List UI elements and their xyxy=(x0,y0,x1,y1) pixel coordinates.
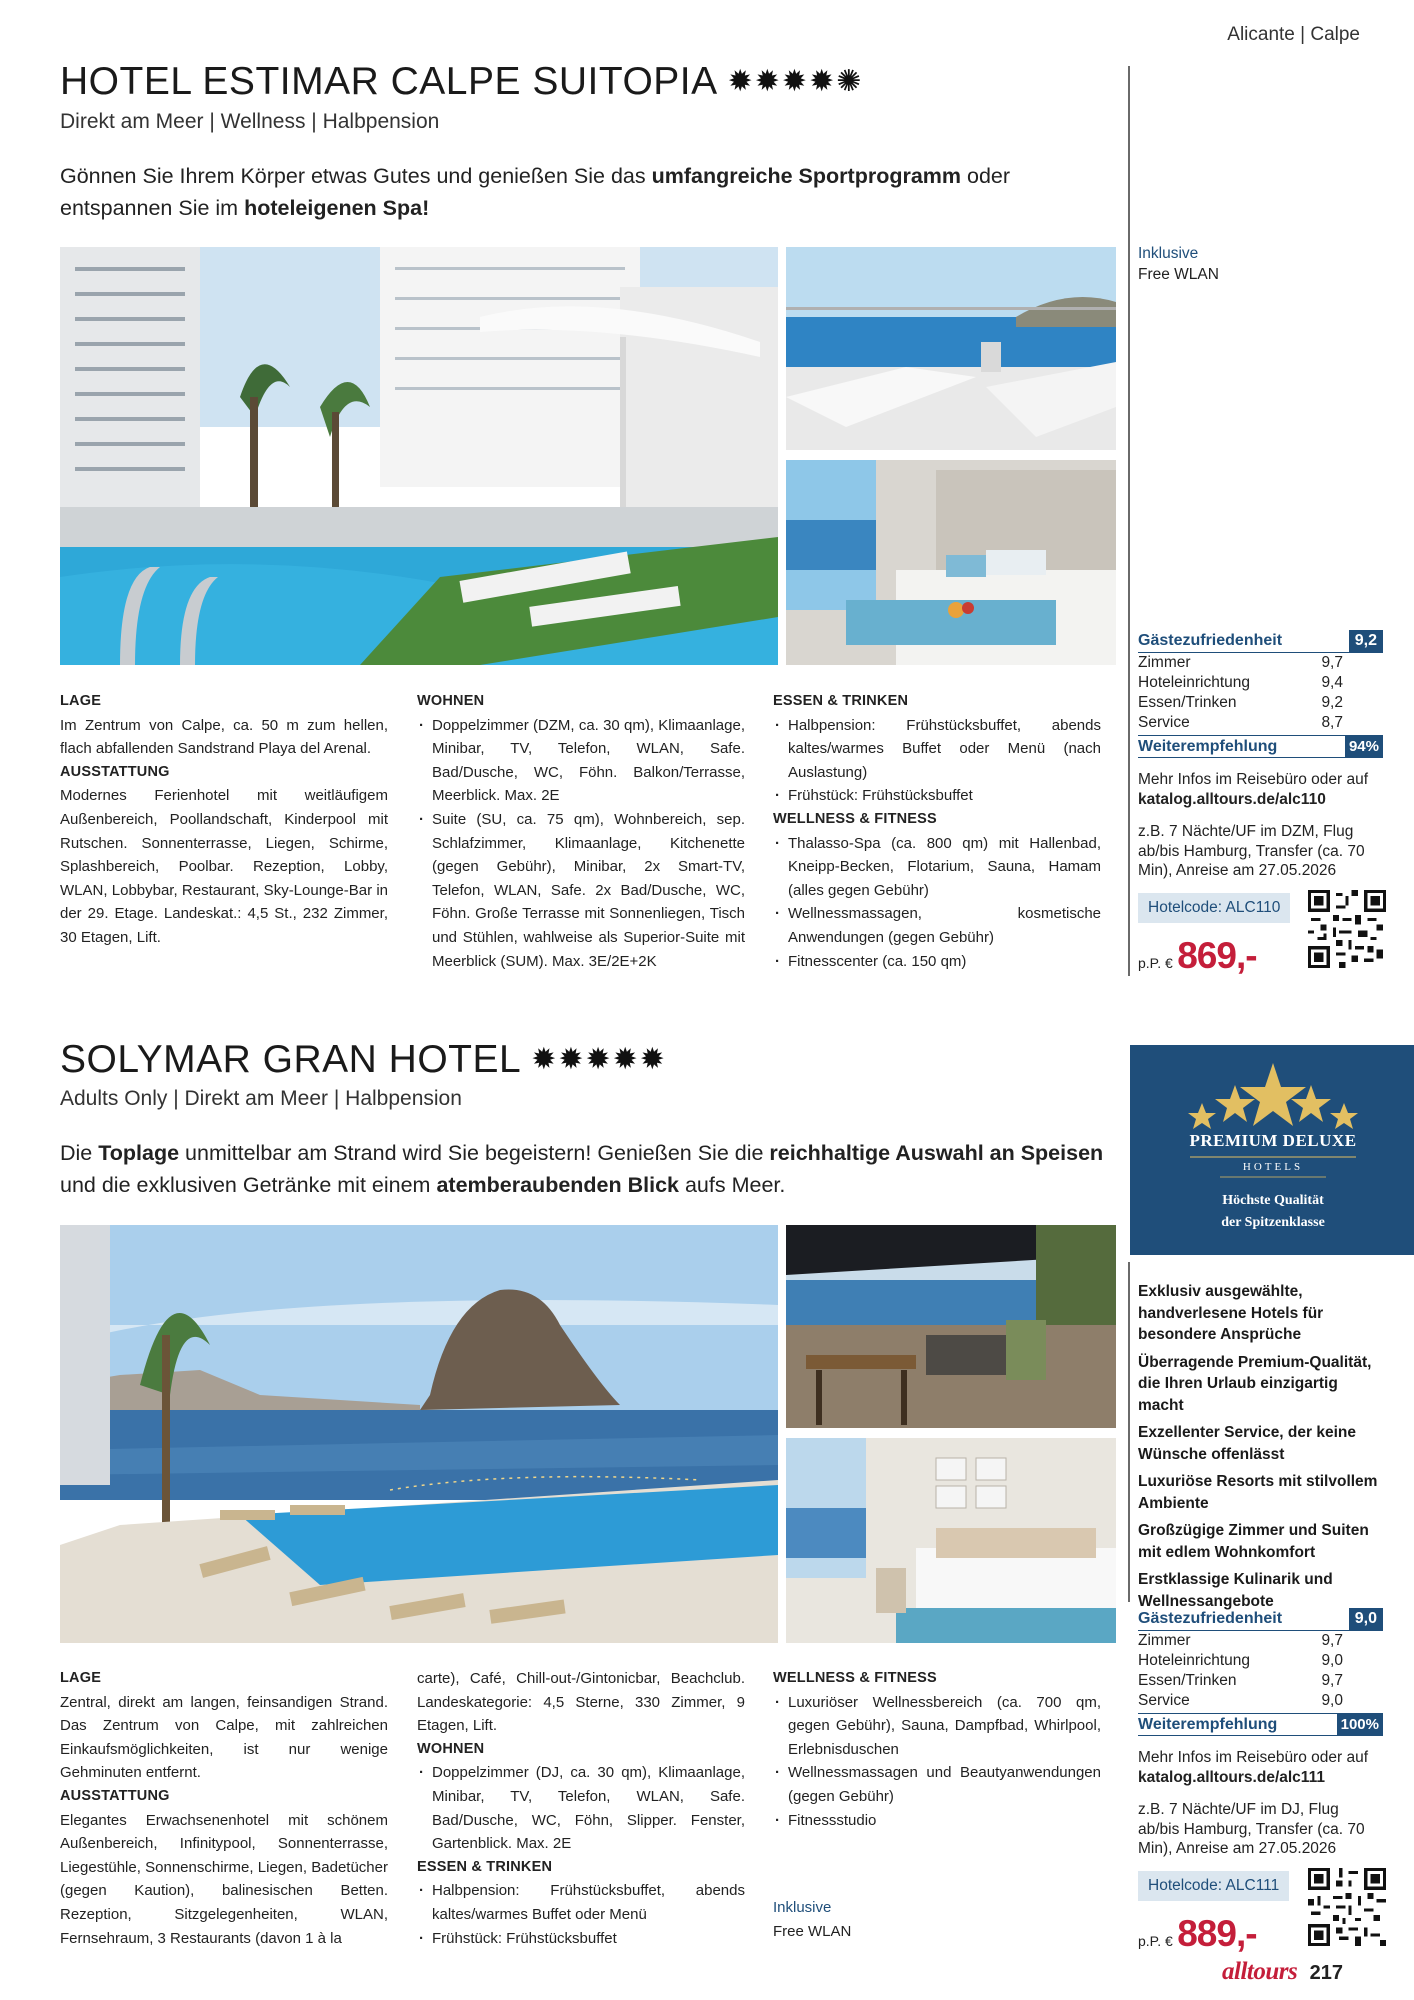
rating-header: Gästezufriedenheit 9,2 xyxy=(1138,629,1383,653)
heading: WELLNESS & FITNESS xyxy=(773,810,937,827)
heading: ESSEN & TRINKEN xyxy=(773,693,909,709)
hotel1-stars: ✹✹✹✹✺ xyxy=(727,65,864,98)
list-item: · Wellnessmassagen und Beautyanwendungen (gegen Gebühr) xyxy=(773,1761,1101,1808)
hotel1-photo-balcony xyxy=(786,247,1116,450)
text: carte), Café, Chill-out-/Gintonicbar, Beachclub. Landeskategorie: 4,5 Sterne, 330 Zimmer, 9 Etagen, Lift. xyxy=(417,1670,745,1735)
heading: WOHNEN xyxy=(417,693,485,709)
list-item: Exklusiv ausgewählte, handverlesene Hotels für besondere Ansprüche xyxy=(1138,1283,1324,1343)
alltours-logo: alltours xyxy=(1222,1958,1298,1985)
premium-benefits-list xyxy=(1138,1281,1383,1618)
heading: ESSEN & TRINKEN xyxy=(417,1858,553,1875)
rating-score: 9,0 xyxy=(1349,1608,1383,1630)
price-example: z.B. 7 Nächte/UF im DJ, Flug ab/bis Hamburg, Transfer (ca. 70 Min), Anreise am 27.05.2026 xyxy=(1138,1801,1365,1857)
recommendation: Weiterempfehlung 100% xyxy=(1138,1713,1383,1736)
list-item: · Thalasso-Spa (ca. 800 qm) mit Hallenbad, Kneipp-Becken, Flotarium, Sauna, Hamam (alles gegen Gebühr) xyxy=(773,832,1101,903)
hotel2-photo-terrace xyxy=(786,1225,1116,1428)
premium-deluxe-badge xyxy=(1130,1045,1414,1255)
rating-header: Gästezufriedenheit 9,0 xyxy=(1138,1607,1383,1631)
more-info: Mehr Infos im Reisebüro oder auf katalog.alltours.de/alc110 xyxy=(1138,770,1383,810)
hotel1-col-essen xyxy=(773,690,1101,973)
list-item: · Halbpension: Frühstücksbuffet, abends kaltes/warmes Buffet oder Menü xyxy=(417,1879,745,1926)
list-item: · Doppelzimmer (DJ, ca. 30 qm), Klimaanlage, Minibar, TV, Telefon, WLAN, Safe. Bad/Dusche, WC, Föhn, Slipper. Fenster, Gartenblick. Max. 2E xyxy=(417,1761,745,1855)
hotel1-col-wohnen xyxy=(417,690,745,973)
hotel2-qr-icon[interactable] xyxy=(1308,1868,1386,1946)
hotel1-photo-room xyxy=(786,460,1116,665)
list-item: · Frühstück: Frühstücksbuffet xyxy=(773,784,1101,808)
hotel2-inklusive: Inklusive Free WLAN xyxy=(773,1899,852,1940)
hotel2-photo-infinitypool xyxy=(60,1225,778,1643)
list-item: · Halbpension: Frühstücksbuffet, abends kaltes/warmes Buffet oder Menü (nach Auslastung) xyxy=(773,714,1101,785)
list-item: Großzügige Zimmer und Suiten mit edlem Wohnkomfort xyxy=(1138,1522,1369,1561)
hotel1-name: HOTEL ESTIMAR CALPE SUITOPIA xyxy=(60,60,718,103)
hotel2-subtitle: Adults Only | Direkt am Meer | Halbpension xyxy=(60,1087,462,1110)
hotel1-qr-icon[interactable] xyxy=(1308,890,1386,968)
list-item: · Suite (SU, ca. 75 qm), Wohnbereich, sep. Schlafzimmer, Klimaanlage, Kitchenette (gegen Gebühr), Minibar, 2x Smart-TV, Telefon, WLAN, Safe. 2x Bad/Dusche, WC, Föhn. Große Terrasse mit Sonnenliegen, Tisch und Stühlen, wahlweise als Superior-Suite mit Meerblick (SUM). Max. 3E/2E+2K xyxy=(417,808,745,973)
list-item: Überragende Premium-Qualität, die Ihren Urlaub einzigartig macht xyxy=(1138,1353,1372,1414)
rating-row: Zimmer 9,7 xyxy=(1138,1632,1343,1649)
rating-row: Essen/Trinken 9,2 xyxy=(1138,694,1343,711)
hotel1-price-block: p.P. € 869,- xyxy=(1138,935,1257,976)
rating-row: Essen/Trinken 9,7 xyxy=(1138,1672,1343,1689)
hotel1-price: 869,- xyxy=(1177,935,1257,976)
recommendation: Weiterempfehlung 94% xyxy=(1138,735,1383,758)
hotel2-price: 889,- xyxy=(1177,1913,1257,1954)
premium-brand-sub: HOTELS xyxy=(1242,1161,1304,1173)
sidebar-divider-2 xyxy=(1128,1262,1130,1602)
footer xyxy=(1222,1958,1343,1986)
page-number: 217 xyxy=(1309,1962,1344,1984)
catalog-link[interactable]: katalog.alltours.de/alc110 xyxy=(1138,791,1326,808)
hotel2-price-block: p.P. € 889,- xyxy=(1138,1913,1257,1954)
list-item: · Frühstück: Frühstücksbuffet xyxy=(417,1927,745,1951)
hotel2-rating-panel xyxy=(1138,1607,1383,1859)
list-item: Luxuriöse Resorts mit stilvollem Ambiente xyxy=(1138,1473,1378,1512)
premium-tagline-2: der Spitzenklasse xyxy=(1221,1215,1325,1230)
list-item: Exzellenter Service, der keine Wünsche offenlässt xyxy=(1138,1424,1356,1463)
heading: LAGE xyxy=(60,1670,102,1686)
heading: WELLNESS & FITNESS xyxy=(773,1670,937,1686)
list-item: · Fitnesscenter (ca. 150 qm) xyxy=(773,950,1101,974)
hotel2-col-wohnen xyxy=(417,1667,745,1950)
hotel2-title-row xyxy=(60,1038,667,1082)
heading: LAGE xyxy=(60,693,102,709)
hotel1-photo-pool xyxy=(60,247,778,665)
hotel1-rating-panel xyxy=(1138,629,1383,881)
heading: WOHNEN xyxy=(417,1740,485,1757)
catalog-link[interactable]: katalog.alltours.de/alc111 xyxy=(1138,1769,1325,1786)
region-label: Alicante | Calpe xyxy=(1227,24,1360,45)
rating-score: 9,2 xyxy=(1349,630,1383,652)
rating-row: Zimmer 9,7 xyxy=(1138,654,1343,671)
list-item: · Fitnessstudio xyxy=(773,1809,1101,1833)
sidebar-divider-1 xyxy=(1128,66,1130,976)
price-example: z.B. 7 Nächte/UF im DZM, Flug ab/bis Hamburg, Transfer (ca. 70 Min), Anreise am 27.05.2026 xyxy=(1138,823,1365,879)
hotel1-subtitle: Direkt am Meer | Wellness | Halbpension xyxy=(60,110,440,133)
hotel1-intro: Gönnen Sie Ihrem Körper etwas Gutes und genießen Sie das umfangreiche Sportprogramm oder entspannen Sie im hoteleigenen Spa! xyxy=(60,164,1011,220)
hotel2-col-lage xyxy=(60,1667,388,1950)
heading: AUSSTATTUNG xyxy=(60,763,170,780)
hotel2-col-wellness xyxy=(773,1667,1101,1832)
premium-brand: PREMIUM DELUXE xyxy=(1189,1131,1357,1150)
hotel2-name: SOLYMAR GRAN HOTEL xyxy=(60,1038,522,1081)
hotel1-hotelcode: Hotelcode: ALC110 xyxy=(1138,893,1290,923)
rating-row: Service 8,7 xyxy=(1138,714,1343,731)
text: Elegantes Erwachsenenhotel mit schönem Außenbereich, Infinitypool, Sonnenterrasse, Liegestühle, Sonnenschirme, Liegen, Badetücher (gegen Kaution), balinesischen Betten. Rezeption, Sitzgelegenheiten, WLAN, Fernsehraum, 3 Restaurants (davon 1 à la xyxy=(60,1811,388,1947)
heading: AUSSTATTUNG xyxy=(60,1787,170,1804)
rating-row: Service 9,0 xyxy=(1138,1692,1343,1709)
text: Zentral, direkt am langen, feinsandigen Strand. Das Zentrum von Calpe, mit zahlreichen Einkaufsmöglichkeiten, ist nur wenige Gehminuten entfernt. xyxy=(60,1693,388,1782)
hotel1-inklusive: Inklusive Free WLAN xyxy=(1138,245,1219,283)
list-item: · Doppelzimmer (DZM, ca. 30 qm), Klimaanlage, Minibar, TV, Telefon, WLAN, Safe. Bad/Dusche, WC, Föhn. Balkon/Terrasse, Meerblick. Max. 2E xyxy=(417,714,745,808)
more-info: Mehr Infos im Reisebüro oder auf katalog.alltours.de/alc111 xyxy=(1138,1748,1383,1788)
list-item: · Luxuriöser Wellnessbereich (ca. 700 qm, gegen Gebühr), Sauna, Dampfbad, Whirlpool, Erlebnisduschen xyxy=(773,1691,1101,1762)
list-item: · Wellnessmassagen, kosmetische Anwendungen (gegen Gebühr) xyxy=(773,902,1101,949)
hotel1-col-lage xyxy=(60,690,388,950)
hotel2-hotelcode: Hotelcode: ALC111 xyxy=(1138,1871,1289,1901)
hotel1-title-row xyxy=(60,60,863,104)
list-item: Erstklassige Kulinarik und Wellnessangebote xyxy=(1138,1571,1333,1610)
rating-row: Hoteleinrichtung 9,0 xyxy=(1138,1652,1343,1669)
hotel2-photo-room xyxy=(786,1438,1116,1643)
text: Im Zentrum von Calpe, ca. 50 m zum hellen, flach abfallenden Sandstrand Playa del Arenal. xyxy=(60,716,388,758)
rating-row: Hoteleinrichtung 9,4 xyxy=(1138,674,1343,691)
premium-tagline-1: Höchste Qualität xyxy=(1222,1193,1324,1208)
text: Modernes Ferienhotel mit weitläufigem Außenbereich, Poollandschaft, Kinderpool mit Rutschen. Sonnenterrasse, Liegen, Schirme, Splashbereich, Poolbar. Rezeption, Lobby, WLAN, Lobbybar, Restaurant, Sky-Lounge-Bar in der 29. Etage. Landeskat.: 4,5 St., 232 Zimmer, 30 Etagen, Lift. xyxy=(60,787,388,946)
hotel2-intro: Die Toplage unmittelbar am Strand wird Sie begeistern! Genießen Sie die reichhaltige Auswahl an Speisen und die exklusiven Getränke mit einem atemberaubenden Blick aufs Meer. xyxy=(60,1141,1104,1197)
hotel2-stars: ✹✹✹✹✹ xyxy=(531,1043,667,1076)
